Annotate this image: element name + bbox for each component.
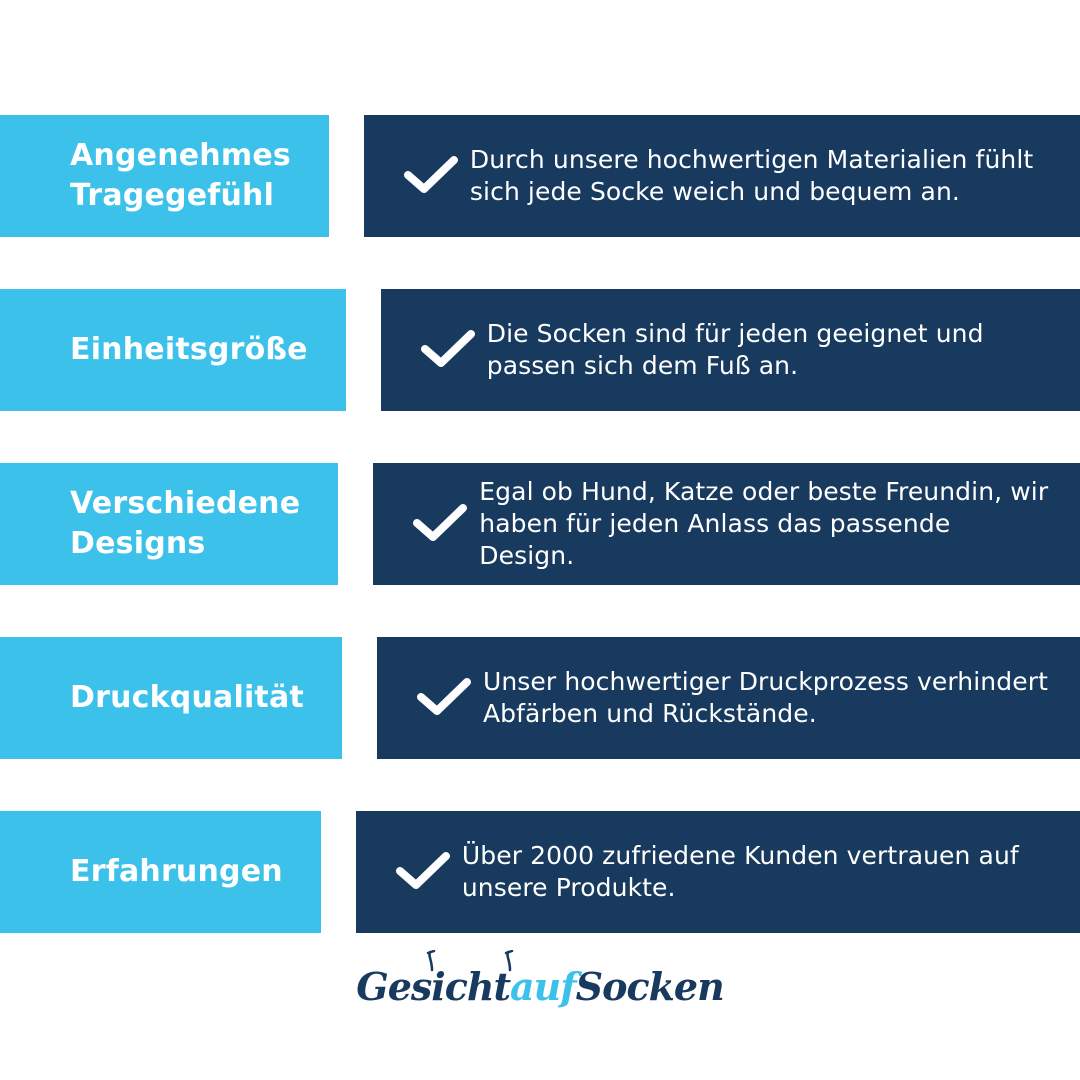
check-icon [405, 678, 483, 718]
row-gap [338, 463, 373, 585]
feature-rows [0, 115, 1080, 933]
feature-row [0, 811, 1080, 933]
row-gap [329, 115, 364, 237]
feature-description-box [373, 463, 1080, 585]
feature-label-box [0, 811, 321, 933]
feature-label-box [0, 115, 329, 237]
logo-text-part3: Socken [575, 964, 724, 1009]
logo-text-part2: auf [510, 964, 576, 1009]
check-icon [401, 504, 479, 544]
feature-description-box [377, 637, 1080, 759]
logo-text-part1: Gesicht [356, 964, 511, 1009]
feature-label: Verschiedene Designs [70, 486, 301, 561]
feature-description: Durch unsere hochwertigen Materialien fühlt sich jede Socke weich und bequem an. [469, 145, 1034, 206]
feature-description-box [381, 289, 1080, 411]
row-gap [321, 811, 356, 933]
feature-label: Einheitsgröße [70, 332, 308, 368]
feature-label-box [0, 637, 342, 759]
feature-row [0, 115, 1080, 237]
feature-description-box [364, 115, 1080, 237]
feature-description: Unser hochwertiger Druckprozess verhindert Abfärben und Rückstände. [482, 667, 1048, 728]
feature-description: Egal ob Hund, Katze oder beste Freundin, wir haben für jeden Anlass das passende Design. [479, 477, 1049, 570]
check-icon [384, 852, 462, 892]
sock-legs-icon [414, 950, 574, 972]
feature-row [0, 289, 1080, 411]
row-gap [342, 637, 377, 759]
feature-row [0, 463, 1080, 585]
feature-label: Angenehmes Tragegefühl [70, 138, 291, 213]
feature-label-box [0, 463, 338, 585]
feature-description-box [356, 811, 1080, 933]
row-gap [346, 289, 381, 411]
check-icon [392, 156, 470, 196]
check-icon [409, 330, 487, 370]
brand-logo [0, 964, 1080, 1034]
feature-label: Druckqualität [70, 680, 304, 716]
feature-label: Erfahrungen [70, 854, 283, 890]
feature-row [0, 637, 1080, 759]
feature-description: Die Socken sind für jeden geeignet und passen sich dem Fuß an. [486, 319, 984, 380]
feature-description: Über 2000 zufriedene Kunden vertrauen auf unsere Produkte. [461, 841, 1019, 902]
feature-label-box [0, 289, 346, 411]
